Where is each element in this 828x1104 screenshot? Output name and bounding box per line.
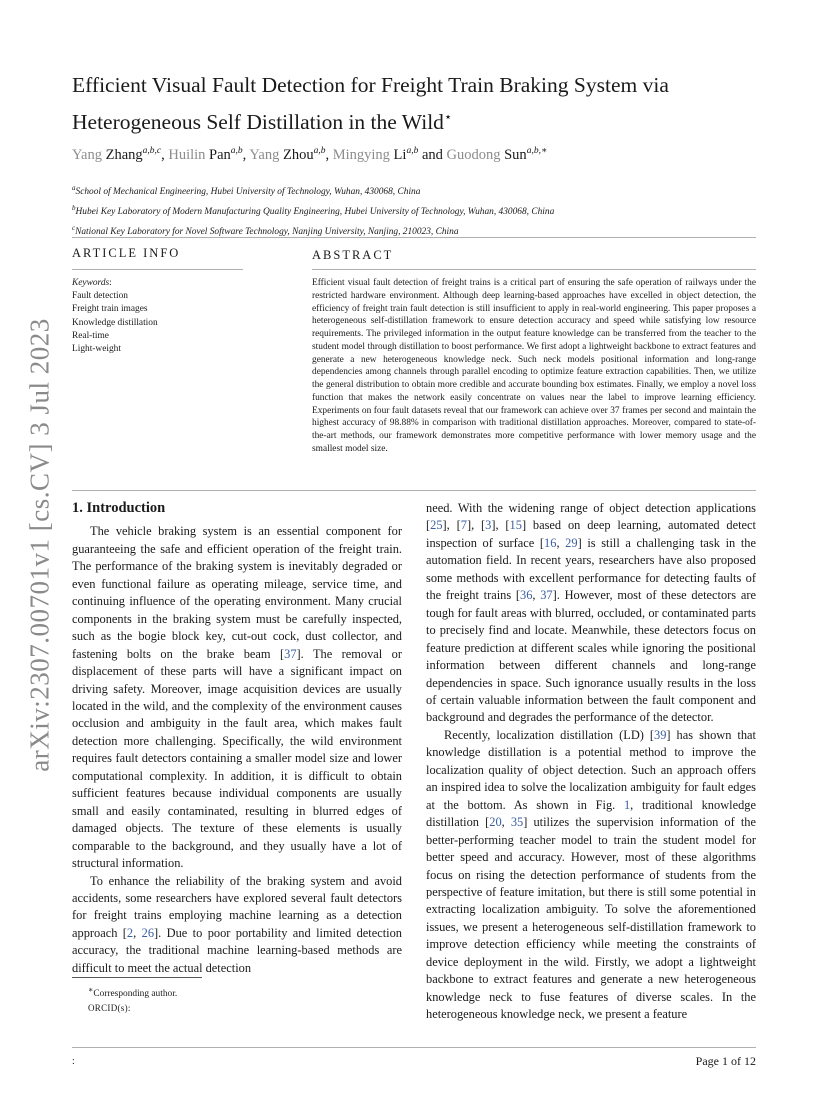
footnote-text: Corresponding author. (93, 989, 178, 1000)
footer-left: : (72, 1056, 75, 1067)
text-run: ] has shown that knowledge distillation is a potential method to improve the localization quality of object detection. Such an approach offers an inspired idea to solve the localization ambiguity for fault edges at the bottom. As shown in Fig. (426, 727, 756, 812)
author-separator: , (325, 146, 333, 163)
section-heading-introduction: 1. Introduction (72, 500, 166, 516)
left-paragraph-2 (72, 873, 402, 978)
author-affil-mark: a,b,c (142, 146, 162, 156)
affiliation-mark: b (72, 204, 76, 213)
left-paragraph-1 (72, 523, 402, 872)
author-list (72, 145, 772, 164)
text-run: , (501, 815, 511, 830)
keyword-item: Fault detection (72, 291, 128, 302)
keyword-item: Knowledge distillation (72, 317, 158, 328)
text-run: ], [ (442, 518, 461, 533)
citation-link[interactable]: 2 (126, 925, 134, 940)
keywords-block (72, 277, 247, 356)
affiliation-text: School of Mechanical Engineering, Hubei University of Technology, Wuhan, 430068, China (75, 187, 421, 198)
affiliation-text: Hubei Key Laboratory of Modern Manufacturing Quality Engineering, Hubei University of Technology, Wuhan, 430068, China (75, 207, 555, 218)
author-affil-mark: a,b,∗ (526, 146, 548, 156)
footnote-line (88, 983, 177, 1001)
author-given-name: Yang (72, 146, 106, 163)
abstract-heading: ABSTRACT (312, 248, 394, 262)
author-family-name: Zhang (105, 146, 143, 163)
keywords-label: Keywords (72, 278, 110, 288)
author-given-name: Yang (249, 146, 283, 163)
arxiv-stamp-text: arXiv:2307.00701v1 [cs.CV] 3 Jul 2023 (24, 318, 55, 772)
abstract-bottom-divider (72, 490, 756, 491)
affiliation-text: National Key Laboratory for Novel Software Technology, Nanjing University, Nanjing, 210023, China (75, 227, 459, 238)
author-given-name: Huilin (168, 146, 210, 163)
keywords-list (72, 290, 247, 356)
author-affil-mark: a,b (406, 146, 419, 156)
citation-link[interactable]: 25 (430, 518, 443, 533)
footnote-mark: ∗ (88, 985, 94, 994)
text-run: Recently, localization distillation (LD) [ (444, 727, 655, 742)
affiliation-list (72, 180, 772, 240)
author-given-name: Mingying (332, 146, 394, 163)
citation-link[interactable]: 36 (520, 588, 533, 603)
keyword-item: Real-time (72, 330, 109, 341)
text-run: ] is still a challenging task in the automation field. In recent years, researchers have also proposed some methods with excellent performance for detecting faults of the freight trains [ (426, 535, 756, 603)
author-family-name: Zhou (282, 146, 314, 163)
article-info-heading: ARTICLE INFO (72, 246, 181, 260)
page-number: Page 1 of 12 (695, 1054, 756, 1068)
author-separator: , (161, 146, 169, 163)
text-run: ]. However, most of these detectors are tough for fault areas with blurred, occluded, or contaminated parts to precisely find and locate. Meanwhile, these detectors focus on feature prediction at different scales while ignoring the positional information between different channels and long-range dependencies in space. Such ignorance usually results in the loss of certain valuable information between the fault component and background and degrades the performance of the detector. (426, 588, 756, 725)
right-paragraph-1 (426, 500, 756, 727)
header-divider (72, 237, 756, 238)
text-run: ] based on deep learning, automated detect inspection of surface [ (426, 518, 757, 550)
text-run: need. With the widening range of object detection applications [ (426, 501, 756, 533)
text-run: , (556, 535, 566, 550)
footnote-rule (72, 977, 202, 978)
citation-link[interactable]: 16 (544, 535, 557, 550)
text-run: To enhance the reliability of the braking system and avoid accidents, some researchers have explored several fault detectors for freight trains employing machine learning as a detection approach [ (72, 873, 402, 940)
affiliation-mark: a (72, 184, 76, 192)
text-run: , (532, 588, 541, 603)
abstract-divider (312, 269, 756, 270)
paper-title-text: Efficient Visual Fault Detection for Freight Train Braking System via Heterogeneous Self Distillation in the Wild (72, 73, 669, 135)
text-run: ]. The removal or displacement of these parts will have a significant impact on driving safety. Moreover, image acquisition devices are usually located in the wild, and the complexity of the environment causes occlusion and ambiguity in the fault area, which makes fault detection more challenging. Specifically, the wild environment requires fault detectors containing a smaller model size and lower computational complexity. In addition, it is difficult to obtain sufficient features because individual components are usually small and easily contaminated, resulting in blurred edges of damaged objects. The texture of these elements is usually comparable to the background, and they usually have a lot of structural information. (72, 646, 402, 871)
article-info-divider (72, 269, 243, 270)
paper-title (72, 70, 772, 138)
author-family-name: Pan (209, 146, 231, 163)
citation-link[interactable]: 29 (565, 535, 578, 550)
author-affil-mark: a,b (313, 146, 326, 156)
citation-link[interactable]: 3 (485, 518, 492, 533)
author-affil-mark: a,b (230, 146, 243, 156)
author-separator: , (242, 146, 250, 163)
abstract-text: Efficient visual fault detection of freight trains is a critical part of ensuring the safe operation of railways under the restricted hardware environment. Although deep learning-based approaches have excelled in object detection, the efficiency of freight train fault detection is still insufficient to apply in real-world engineering. This paper proposes a heterogeneous self-distillation framework to ensure detection accuracy and speed while satisfying low resource requirements. The privileged information in the output feature knowledge can be transferred from the teacher to the student model through distillation to boost performance. We first adopt a lightweight backbone to extract features and generate a new heterogeneous knowledge neck. Such neck models positional information and long-range dependencies among channels through parallel encoding to optimize feature extraction capabilities. Then, we utilize the general distribution to obtain more credible and accurate bounding box estimates. Finally, we employ a novel loss function that makes the network easily concentrate on values near the label to improve learning efficiency. Experiments on four fault datasets reveal that our framework can achieve over 37 frames per second and maintain the highest accuracy of 98.88% in comparison with traditional distillation approaches. Moreover, compared to state-of-the-art methods, our framework demonstrates more competitive performance with lower memory usage and the smallest model size. (312, 278, 756, 454)
keyword-item: Light-weight (72, 344, 121, 355)
citation-link[interactable]: 15 (509, 518, 522, 533)
citation-link[interactable]: 26 (141, 925, 155, 940)
author-family-name: Sun (504, 146, 527, 163)
text-run: ], [ (466, 518, 486, 533)
author-separator: and (418, 146, 447, 163)
text-run: ], [ (491, 518, 510, 533)
text-run: , traditional knowledge distillation [ (426, 797, 756, 830)
orcid-label: ORCID(s): (88, 1003, 131, 1014)
citation-link[interactable]: 37 (284, 646, 297, 661)
arxiv-stamp (16, 310, 64, 780)
citation-link[interactable]: 20 (489, 815, 502, 830)
text-run: ] utilizes the supervision information of the better-performing teacher model to train the student model for better speed and accuracy. However, most of these algorithms focus on rising the detection performance of students from the perspective of feature imitation, but there is still some potential in extracting localization ambiguity. To solve the aforementioned issues, we present a heterogeneous self-distillation framework to improve detection efficiency while meeting the constraints of device deployment in the wild. Firstly, we adopt a lightweight backbone to extract features and generate a new heterogeneous knowledge neck to fuse features of diverse scales. In the heterogeneous knowledge neck, we present a feature (426, 815, 756, 1022)
keywords-label-line: Keywords: (72, 278, 112, 288)
citation-link[interactable]: 1 (623, 797, 631, 812)
text-run: The vehicle braking system is an essential component for guaranteeing the safe and efficient operation of the freight train. The performance of the braking system is inevitably degraded or even functional failure as operating mileage, service time, and continuing influence of the operating environment. Many crucial components in the braking system must be carefully inspected, such as the bogie block key, cut-out cock, dust collector, and fastening bolts on the brake beam [ (72, 524, 402, 661)
footnote (88, 983, 177, 1015)
citation-link[interactable]: 37 (540, 588, 553, 603)
author-family-name: Li (393, 146, 407, 163)
citation-link[interactable]: 7 (460, 518, 467, 533)
left-column (72, 500, 402, 977)
citation-link[interactable]: 39 (654, 727, 667, 742)
text-run: , (133, 925, 142, 940)
affiliation (72, 200, 772, 220)
footer-divider (72, 1047, 756, 1048)
affiliation (72, 180, 772, 200)
text-run: ]. Due to poor portability and limited detection accuracy, the traditional machine learning-based methods are difficult to meet the actual detection (72, 925, 402, 975)
keyword-item: Freight train images (72, 304, 148, 315)
title-star-mark: ⋆ (443, 109, 453, 124)
right-paragraph-2 (426, 727, 756, 1024)
author-given-name: Guodong (446, 146, 505, 163)
right-column (426, 500, 756, 1024)
citation-link[interactable]: 35 (510, 815, 524, 830)
affiliation-mark: c (72, 224, 76, 233)
